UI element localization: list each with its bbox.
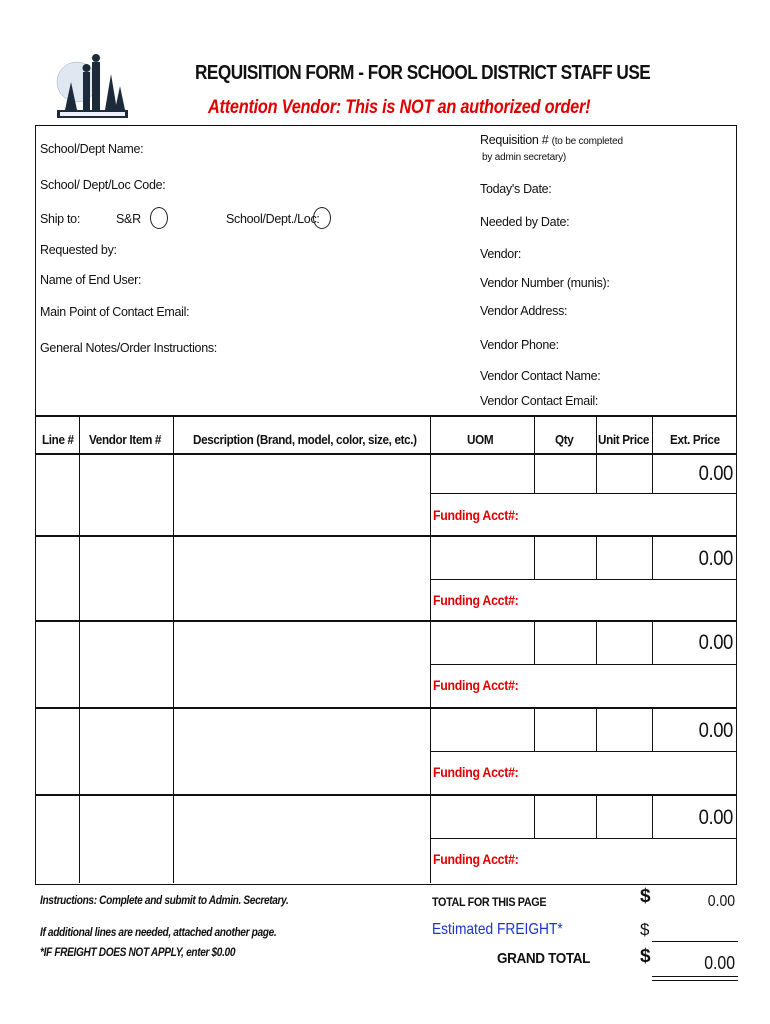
col-vendor-item-header: Vendor Item # [89, 432, 162, 447]
total-value: 0.00 [707, 893, 735, 910]
ext-price-value: 0.00 [698, 806, 733, 829]
todays-date-label: Today's Date: [480, 182, 552, 196]
vendor-phone-label: Vendor Phone: [480, 338, 559, 352]
requisition-note-line1: (to be completed [551, 136, 623, 147]
funding-acct-label: Funding Acct#: [433, 764, 519, 780]
total-page-label: TOTAL FOR THIS PAGE [432, 895, 547, 909]
contact-email-label: Main Point of Contact Email: [40, 305, 190, 319]
ship-sr-radio[interactable] [150, 207, 168, 229]
requested-by-label: Requested by: [40, 243, 117, 257]
form-title: REQUISITION FORM - FOR SCHOOL DISTRICT STAFF USE [195, 62, 651, 84]
ship-option-sr-label: S&R [116, 212, 141, 226]
school-dept-loc-code-label: School/ Dept/Loc Code: [40, 178, 166, 192]
vendor-warning: Attention Vendor: This is NOT an authorized order! [208, 97, 591, 118]
col-description-header: Description (Brand, model, color, size, etc.) [193, 432, 417, 447]
info-section [35, 125, 737, 417]
ship-school-radio[interactable] [313, 207, 331, 229]
vendor-contact-name-label: Vendor Contact Name: [480, 369, 601, 383]
general-notes-label: General Notes/Order Instructions: [40, 341, 217, 355]
col-line-header: Line # [42, 432, 74, 447]
end-user-label: Name of End User: [40, 273, 142, 287]
freight-label: Estimated FREIGHT* [432, 921, 563, 938]
funding-acct-label: Funding Acct#: [433, 592, 519, 608]
vendor-number-label: Vendor Number (munis): [480, 276, 610, 290]
ship-to-label: Ship to: [40, 212, 80, 226]
requisition-number-label [480, 133, 623, 147]
grand-total-label: GRAND TOTAL [497, 950, 591, 967]
freight-note-text: *IF FREIGHT DOES NOT APPLY, enter $0.00 [40, 947, 236, 959]
col-qty-header: Qty [555, 432, 574, 447]
freight-dollar-sign: $ [640, 920, 650, 939]
ext-price-value: 0.00 [698, 719, 733, 742]
grand-total-value: 0.00 [704, 953, 735, 973]
freight-input-line[interactable] [652, 941, 738, 942]
funding-acct-label: Funding Acct#: [433, 507, 519, 523]
requisition-note-line2: by admin secretary) [482, 152, 567, 163]
ship-option-school-label: School/Dept./Loc: [226, 212, 320, 226]
header-row-divider [35, 453, 737, 455]
ext-price-value: 0.00 [698, 631, 733, 654]
items-table [35, 415, 737, 885]
funding-acct-label: Funding Acct#: [433, 677, 519, 693]
needed-by-label: Needed by Date: [480, 215, 570, 229]
instructions-text: Instructions: Complete and submit to Admin. Secretary. [40, 895, 289, 907]
funding-acct-label: Funding Acct#: [433, 851, 519, 867]
col-unit-price-header: Unit Price [598, 432, 650, 447]
vendor-contact-email-label: Vendor Contact Email: [480, 394, 599, 408]
total-dollar-sign: $ [640, 886, 651, 907]
col-ext-price-header: Ext. Price [670, 432, 720, 447]
vendor-address-label: Vendor Address: [480, 304, 568, 318]
ext-price-value: 0.00 [698, 462, 733, 485]
vendor-label: Vendor: [480, 247, 521, 261]
requisition-number-text: Requisition # [480, 133, 549, 147]
grand-total-dollar-sign: $ [640, 946, 651, 967]
ext-price-value: 0.00 [698, 547, 733, 570]
school-dept-name-label: School/Dept Name: [40, 142, 144, 156]
additional-lines-text: If additional lines are needed, attached another page. [40, 927, 277, 939]
district-logo [55, 52, 130, 120]
col-uom-header: UOM [467, 432, 494, 447]
